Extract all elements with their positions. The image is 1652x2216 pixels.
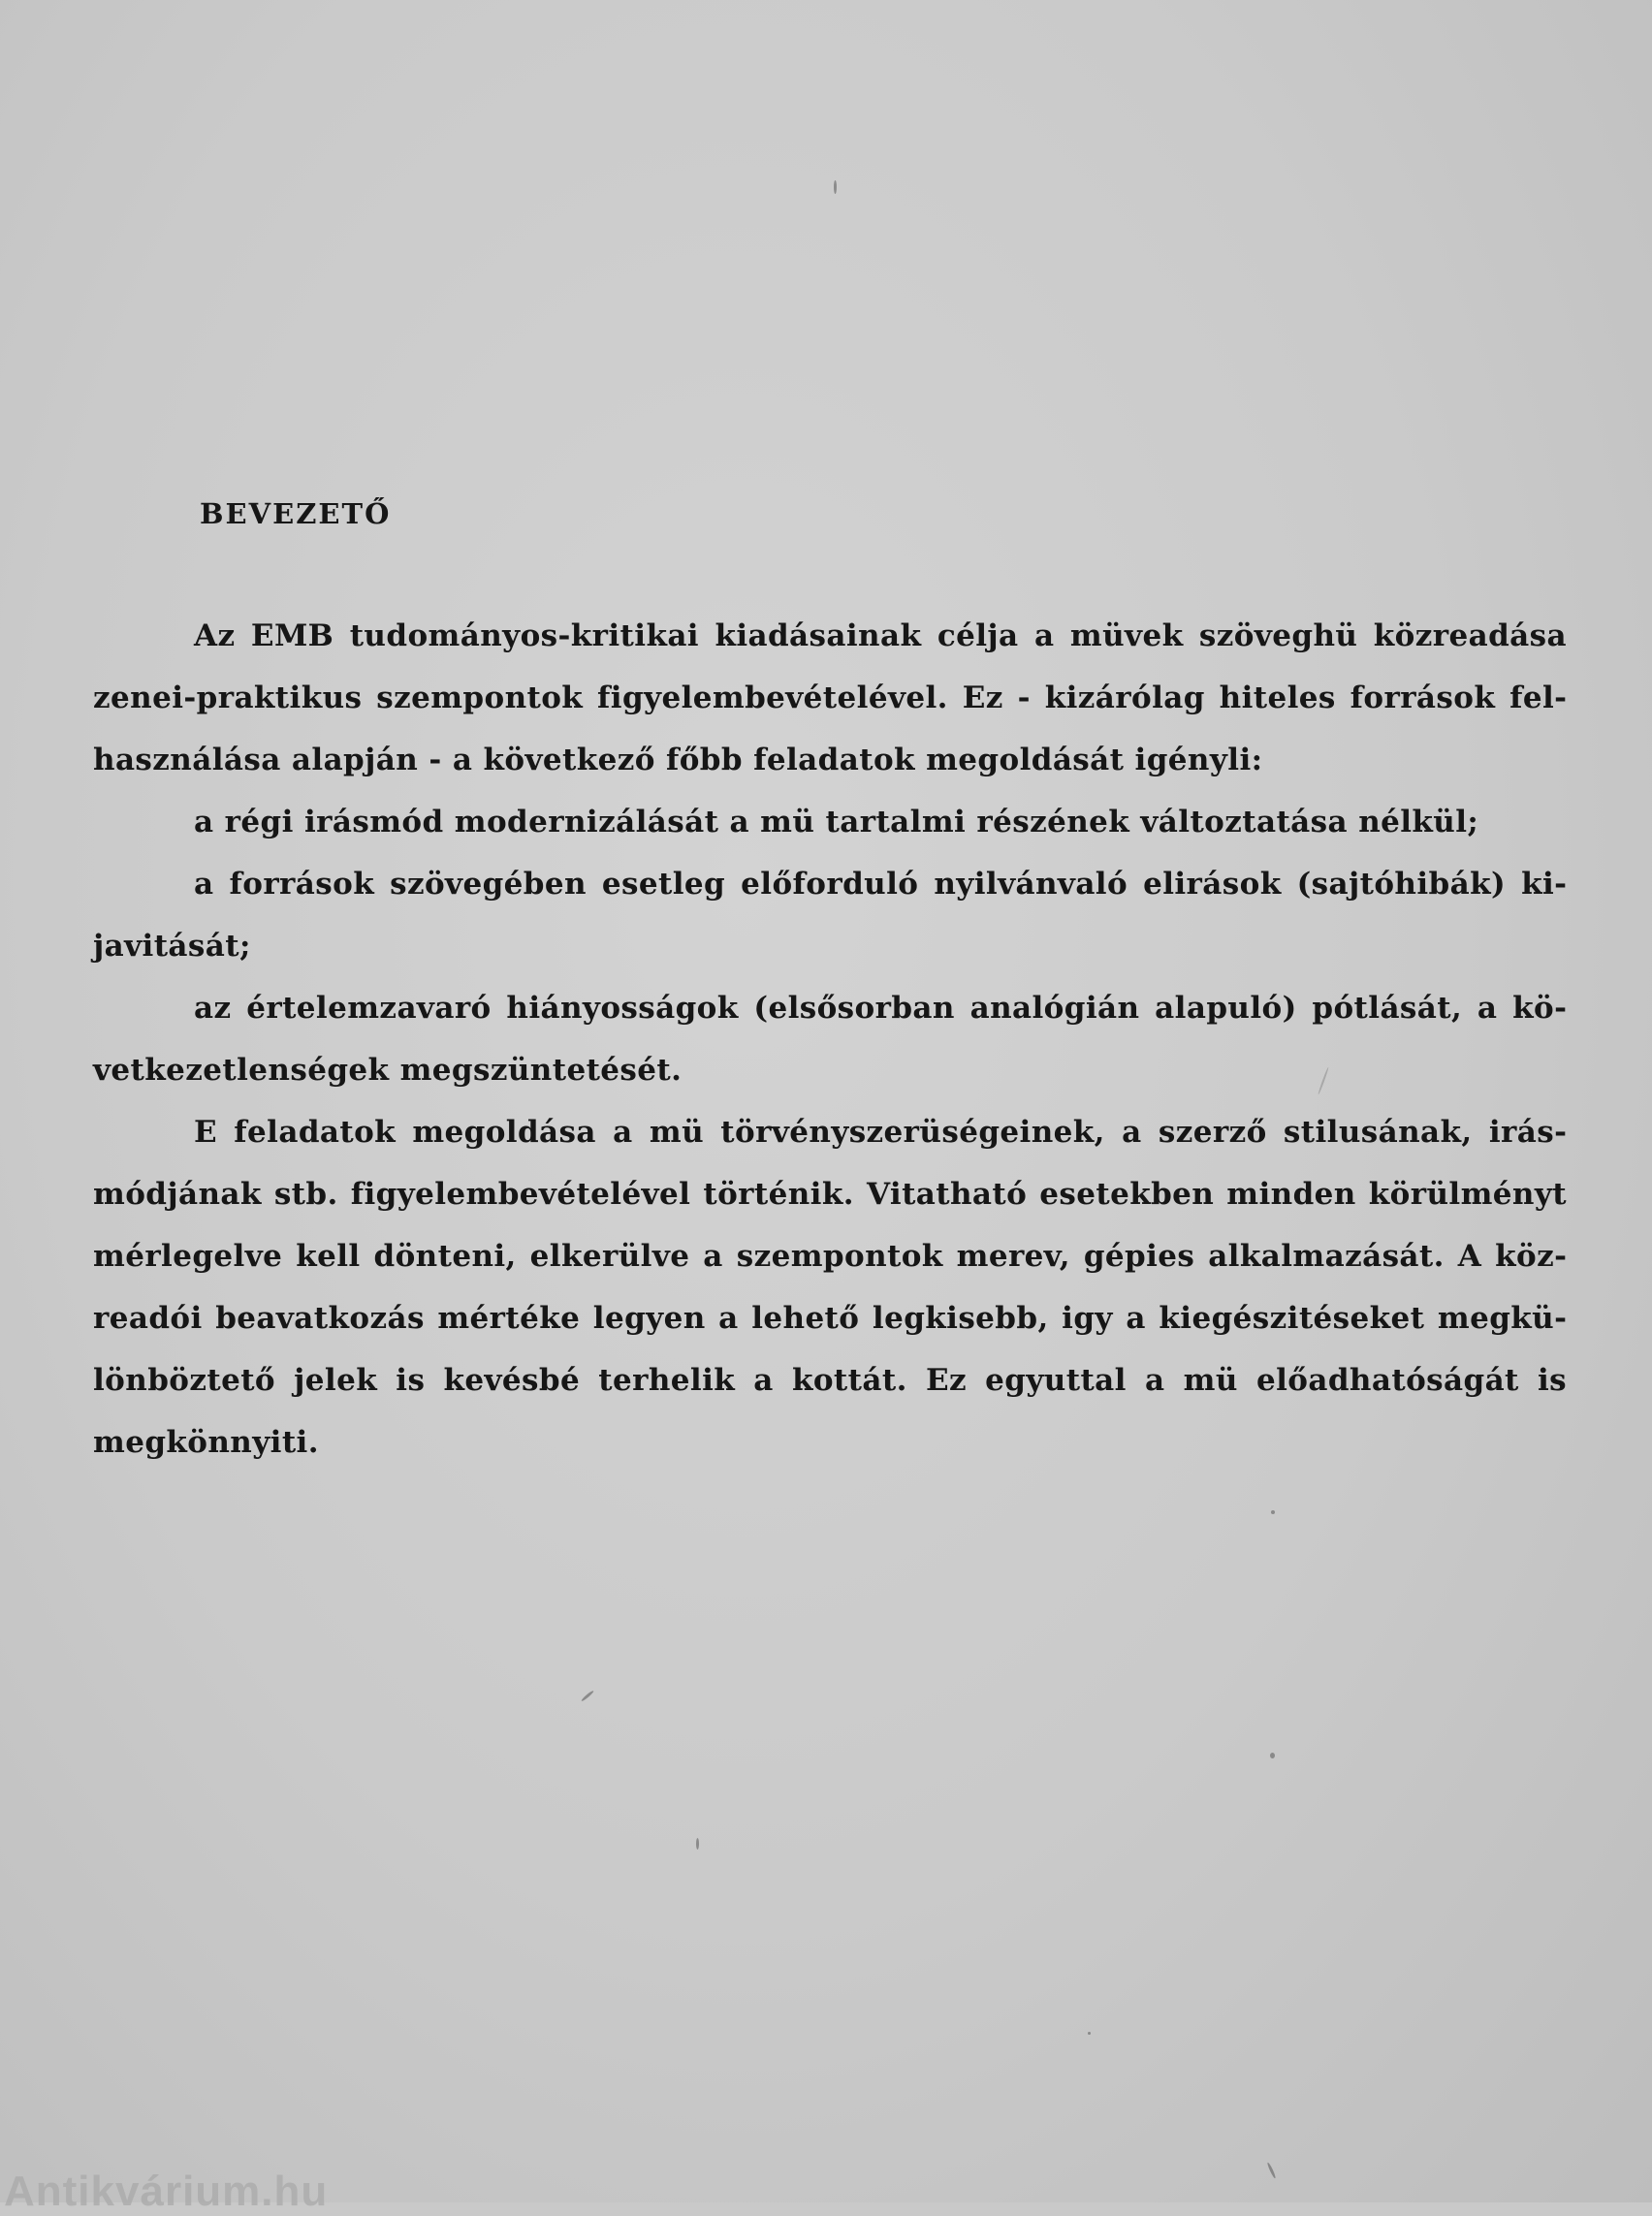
paper-speck xyxy=(1271,1510,1275,1514)
section-heading: BEVEZETŐ xyxy=(200,497,392,530)
paper-speck xyxy=(1266,2162,1276,2179)
method-paragraph: E feladatok megoldása a mü törvényszerüségeinek, a szerző stilusának, irásmódjának stb. figyelembevételével történik. Vitatható esetekben minden körülményt mérlegelve kell dönteni, elkerülve a szempontok merev, gépies alkalmazását. A közreadói beavatkozás mértéke legyen a lehető legkisebb, igy a kiegészitéseket megkülönböztető jelek is kevésbé terhelik a kottát. Ez egyuttal a mü előadhatóságát is megkönnyiti. xyxy=(93,1115,1567,1460)
paper-speck xyxy=(581,1690,594,1702)
task-item-completions: az értelemzavaró hiányosságok (elsősorban analógián alapuló) pótlását, a következetlenségek megszüntetését. xyxy=(93,991,1567,1088)
paper-speck xyxy=(1270,1753,1275,1758)
intro-paragraph: Az EMB tudományos-kritikai kiadásainak célja a müvek szöveghü közreadása zenei-praktikus szempontok figyelembevételével. Ez - kizárólag hiteles források felhasználása alapján - a következő főbb feladatok megoldását igényli: xyxy=(93,618,1567,777)
task-item-modernization: a régi irásmód modernizálását a mü tartalmi részének változtatása nélkül; xyxy=(194,805,1479,839)
paper-speck xyxy=(696,1838,699,1850)
task-item-corrections: a források szövegében esetleg előforduló nyilvánvaló elirások (sajtóhibák) kijavitását; xyxy=(93,867,1567,964)
body-text xyxy=(93,605,1567,1473)
paper-speck xyxy=(834,180,837,194)
watermark: Antikvárium.hu xyxy=(4,2168,329,2215)
paper-speck xyxy=(1088,2032,1091,2035)
